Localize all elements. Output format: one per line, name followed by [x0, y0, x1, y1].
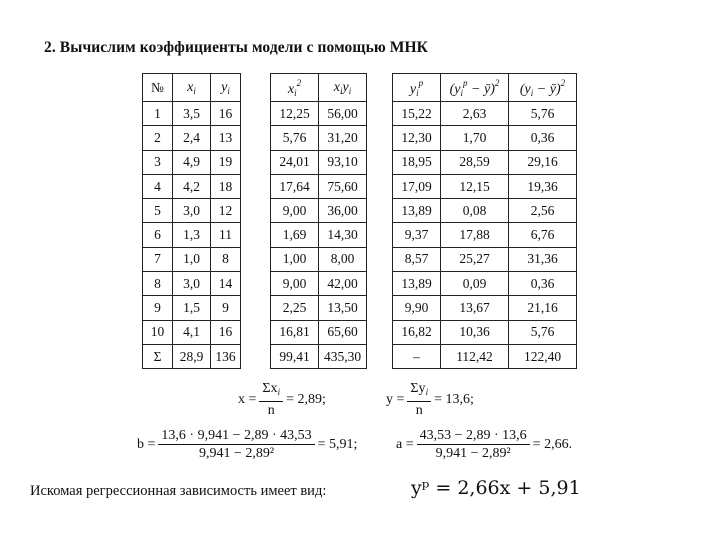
col-header-y: $y_i$ — [211, 74, 241, 102]
prediction-cell: 5,76 — [509, 320, 577, 344]
square-cell: 16,81 — [271, 320, 319, 344]
col-header-number: № — [143, 74, 173, 102]
table-row — [143, 223, 241, 247]
data-table-predictions — [392, 73, 577, 369]
prediction-cell: 17,88 — [441, 223, 509, 247]
xy-cell: 16 — [211, 320, 241, 344]
xy-cell: 6 — [143, 223, 173, 247]
conclusion-text: Искомая регрессионная зависимость имеет вид: — [30, 483, 327, 499]
xy-cell: 3 — [143, 150, 173, 174]
prediction-cell: 25,27 — [441, 247, 509, 271]
table-row — [143, 247, 241, 271]
xy-cell: 3,0 — [173, 199, 211, 223]
square-cell: 75,60 — [319, 174, 367, 198]
coef-b-denominator: 9,941 − 2,89² — [198, 446, 275, 461]
xy-cell: 5 — [143, 199, 173, 223]
square-cell: 1,00 — [271, 247, 319, 271]
coef-a-value: = 2,66. — [532, 436, 573, 452]
prediction-cell: 2,56 — [509, 199, 577, 223]
xy-cell: 1,0 — [173, 247, 211, 271]
table-header-row — [393, 74, 577, 102]
xy-cell: 9 — [211, 296, 241, 320]
prediction-cell: 112,42 — [441, 344, 509, 368]
col-header-obs-deviation: ($y_i$ − ȳ)$^2$ — [509, 74, 577, 102]
table-header-row — [143, 74, 241, 102]
mean-y-value: = 13,6; — [434, 391, 474, 407]
square-cell: 2,25 — [271, 296, 319, 320]
square-cell: 9,00 — [271, 199, 319, 223]
coef-a-denominator: 9,941 − 2,89² — [435, 446, 511, 461]
xy-cell: 11 — [211, 223, 241, 247]
table-row — [393, 296, 577, 320]
col-header-xy: $x_iy_i$ — [319, 74, 367, 102]
prediction-cell: 0,09 — [441, 272, 509, 296]
square-cell: 31,20 — [319, 126, 367, 150]
table-row — [143, 102, 241, 126]
mean-y-numerator: Σy — [410, 381, 426, 396]
table-row — [143, 296, 241, 320]
col-header-pred-deviation: ($y_i^p$ − ȳ)$^2$ — [441, 74, 509, 102]
prediction-cell: 0,08 — [441, 199, 509, 223]
col-header-x-squared: $x_i^2$ — [271, 74, 319, 102]
prediction-cell: 29,16 — [509, 150, 577, 174]
coef-b-lhs: b = — [137, 436, 156, 452]
square-cell: 56,00 — [319, 102, 367, 126]
xy-cell: 9 — [143, 296, 173, 320]
table-row — [393, 320, 577, 344]
prediction-cell: 13,67 — [441, 296, 509, 320]
square-cell: 435,30 — [319, 344, 367, 368]
xy-cell: 19 — [211, 150, 241, 174]
table-row — [271, 247, 367, 271]
square-cell: 42,00 — [319, 272, 367, 296]
xy-cell: 13 — [211, 126, 241, 150]
coef-a-lhs: a = — [396, 436, 414, 452]
prediction-cell: 13,89 — [393, 272, 441, 296]
square-cell: 13,50 — [319, 296, 367, 320]
prediction-cell: 28,59 — [441, 150, 509, 174]
xy-cell: 2 — [143, 126, 173, 150]
mean-x-formula: x = $\frac{\Sigma x_i}{n}$ = 2,89; — [238, 381, 326, 418]
coef-a-numerator: 43,53 − 2,89 · 13,6 — [417, 428, 530, 445]
table-row — [271, 150, 367, 174]
table-header-row — [271, 74, 367, 102]
square-cell: 14,30 — [319, 223, 367, 247]
prediction-cell: 0,36 — [509, 272, 577, 296]
xy-cell: 4,1 — [173, 320, 211, 344]
table-row — [143, 272, 241, 296]
xy-cell: 4 — [143, 174, 173, 198]
data-table-squares — [270, 73, 367, 369]
xy-cell: 8 — [211, 247, 241, 271]
xy-cell: 12 — [211, 199, 241, 223]
xy-cell: 4,2 — [173, 174, 211, 198]
col-header-y-predicted: $y_i^p$ — [393, 74, 441, 102]
table-row — [393, 174, 577, 198]
table-row — [143, 174, 241, 198]
prediction-cell: 1,70 — [441, 126, 509, 150]
prediction-cell: 5,76 — [509, 102, 577, 126]
prediction-cell: 21,16 — [509, 296, 577, 320]
table-row — [143, 320, 241, 344]
mean-y-lhs: y = — [386, 391, 405, 407]
section-heading: 2. Вычислим коэффициенты модели с помощью МНК — [44, 39, 429, 56]
xy-cell: 1,5 — [173, 296, 211, 320]
xy-cell: 2,4 — [173, 126, 211, 150]
mean-x-value: = 2,89; — [286, 391, 326, 407]
square-cell: 12,25 — [271, 102, 319, 126]
table-row — [393, 247, 577, 271]
table-row — [271, 296, 367, 320]
prediction-cell: 10,36 — [441, 320, 509, 344]
coef-b-numerator: 13,6 · 9,941 − 2,89 · 43,53 — [158, 428, 314, 445]
prediction-cell: 9,37 — [393, 223, 441, 247]
table-row — [271, 174, 367, 198]
table-row — [143, 344, 241, 368]
square-cell: 8,00 — [319, 247, 367, 271]
prediction-cell: 6,76 — [509, 223, 577, 247]
xy-cell: 28,9 — [173, 344, 211, 368]
xy-cell: 1 — [143, 102, 173, 126]
square-cell: 5,76 — [271, 126, 319, 150]
table-row — [393, 344, 577, 368]
square-cell: 65,60 — [319, 320, 367, 344]
table-row — [393, 150, 577, 174]
prediction-cell: 15,22 — [393, 102, 441, 126]
table-row — [393, 223, 577, 247]
xy-cell: 10 — [143, 320, 173, 344]
prediction-cell: – — [393, 344, 441, 368]
prediction-cell: 12,30 — [393, 126, 441, 150]
prediction-cell: 8,57 — [393, 247, 441, 271]
table-row — [271, 102, 367, 126]
mean-y-formula: y = $\frac{\Sigma y_i}{n}$ = 13,6; — [386, 381, 474, 418]
table-row — [271, 126, 367, 150]
table-row — [393, 126, 577, 150]
table-row — [271, 320, 367, 344]
square-cell: 99,41 — [271, 344, 319, 368]
xy-cell: 18 — [211, 174, 241, 198]
table-row — [271, 199, 367, 223]
square-cell: 1,69 — [271, 223, 319, 247]
xy-cell: 7 — [143, 247, 173, 271]
prediction-cell: 16,82 — [393, 320, 441, 344]
square-cell: 9,00 — [271, 272, 319, 296]
prediction-cell: 19,36 — [509, 174, 577, 198]
prediction-cell: 18,95 — [393, 150, 441, 174]
prediction-cell: 2,63 — [441, 102, 509, 126]
mean-x-denominator: n — [267, 403, 275, 418]
table-row — [143, 150, 241, 174]
xy-cell: 14 — [211, 272, 241, 296]
mean-x-numerator: Σx — [262, 381, 278, 396]
xy-cell: 3,5 — [173, 102, 211, 126]
xy-cell: 4,9 — [173, 150, 211, 174]
prediction-cell: 17,09 — [393, 174, 441, 198]
coefficient-a-formula — [396, 428, 572, 461]
coefficient-b-formula — [137, 428, 357, 461]
square-cell: 17,64 — [271, 174, 319, 198]
xy-cell: 16 — [211, 102, 241, 126]
mean-x-lhs: x = — [238, 391, 257, 407]
xy-cell: 8 — [143, 272, 173, 296]
xy-cell: 3,0 — [173, 272, 211, 296]
col-header-x: $x_i$ — [173, 74, 211, 102]
square-cell: 24,01 — [271, 150, 319, 174]
table-row — [393, 272, 577, 296]
square-cell: 93,10 — [319, 150, 367, 174]
xy-cell: Σ — [143, 344, 173, 368]
mean-y-denominator: n — [415, 403, 423, 418]
prediction-cell: 0,36 — [509, 126, 577, 150]
table-row — [271, 344, 367, 368]
table-row — [143, 199, 241, 223]
xy-cell: 1,3 — [173, 223, 211, 247]
prediction-cell: 13,89 — [393, 199, 441, 223]
coef-b-value: = 5,91; — [317, 436, 358, 452]
table-row — [393, 102, 577, 126]
prediction-cell: 9,90 — [393, 296, 441, 320]
data-table-xy — [142, 73, 241, 369]
regression-equation: yᵖ = 2,66x + 5,91 — [411, 477, 581, 499]
table-row — [143, 126, 241, 150]
prediction-cell: 12,15 — [441, 174, 509, 198]
prediction-cell: 31,36 — [509, 247, 577, 271]
square-cell: 36,00 — [319, 199, 367, 223]
prediction-cell: 122,40 — [509, 344, 577, 368]
table-row — [271, 223, 367, 247]
xy-cell: 136 — [211, 344, 241, 368]
table-row — [393, 199, 577, 223]
table-row — [271, 272, 367, 296]
